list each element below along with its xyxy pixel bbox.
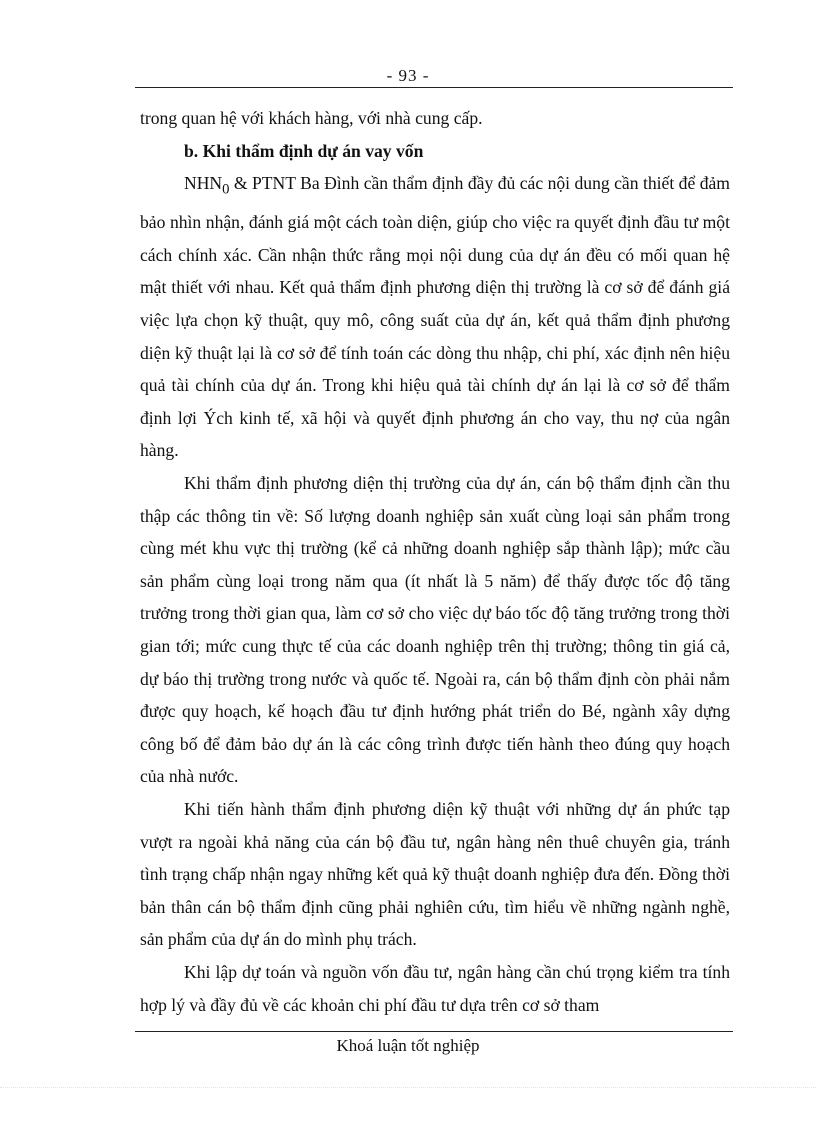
bank-abbrev: NHN (184, 173, 223, 194)
page-edge-divider (0, 1087, 816, 1089)
paragraph-1 (140, 167, 730, 467)
paragraph-2: Khi thẩm định phương diện thị trường của dự án, cán bộ thẩm định cần thu thập các thông tin về: Số lượng doanh nghiệp sản xuất cùng loại sản phẩm trong cùng mét khu vực thị trường (kể cả những doanh nghiệp sắp thành lập); mức cầu sản phẩm cùng loại trong năm qua (ít nhất là 5 năm) để thấy được tốc độ tăng trưởng trong thời gian qua, làm cơ sở cho việc dự báo tốc độ tăng trưởng trong thời gian tới; mức cung thực tế của các doanh nghiệp trên thị trường; thông tin giá cả, dự báo thị trường trong nước và quốc tế. Ngoài ra, cán bộ thẩm định còn phải nắm được quy hoạch, kế hoạch đầu tư định hướng phát triển do Bé, ngành xây dựng công bố để đảm bảo dự án là các công trình được tiến hành theo đúng quy hoạch của nhà nước. (140, 473, 730, 787)
footer-rule (135, 1031, 733, 1032)
page-number: - 93 - (386, 66, 430, 85)
footer-text: Khoá luận tốt nghiệp (336, 1036, 480, 1055)
header-rule (135, 87, 733, 88)
document-body (140, 102, 730, 1021)
section-heading: b. Khi thẩm định dự án vay vốn (184, 140, 424, 161)
paragraph-4: Khi lập dự toán và nguồn vốn đầu tư, ngân hàng cần chú trọng kiểm tra tính hợp lý và đầy đủ về các khoản chi phí đầu tư dựa trên cơ sở tham (140, 961, 730, 1015)
paragraph-continuation: trong quan hệ với khách hàng, với nhà cung cấp. (140, 108, 483, 128)
paragraph-3: Khi tiến hành thẩm định phương diện kỹ thuật với những dự án phức tạp vượt ra ngoài khả năng của cán bộ đầu tư, ngân hàng nên thuê chuyên gia, tránh tình trạng chấp nhận ngay những kết quả kỹ thuật doanh nghiệp đưa đến. Đồng thời bản thân cán bộ thẩm định cũng phải nghiên cứu, tìm hiểu về những ngành nghề, sản phẩm của dự án do mình phụ trách. (140, 798, 730, 950)
bank-abbrev-subscript: 0 (222, 181, 230, 198)
paragraph-1-text: & PTNT Ba Đình cần thẩm định đầy đủ các nội dung cần thiết để đảm bảo nhìn nhận, đánh giá một cách toàn diện, giúp cho việc ra quyết định đầu tư một cách chính xác. Cần nhận thức rằng mọi nội dung của dự án đều có mối quan hệ mật thiết với nhau. Kết quả thẩm định phương diện thị trường là cơ sở để đánh giá việc lựa chọn kỹ thuật, quy mô, công suất của dự án, kết quả thẩm định phương diện kỹ thuật lại là cơ sở để tính toán các dòng thu nhập, chi phí, xác định nên hiệu quả tài chính của dự án. Trong khi hiệu quả tài chính dự án lại là cơ sở để thẩm định lợi Ých kinh tế, xã hội và quyết định phương án cho vay, thu nợ của ngân hàng. (140, 173, 730, 461)
